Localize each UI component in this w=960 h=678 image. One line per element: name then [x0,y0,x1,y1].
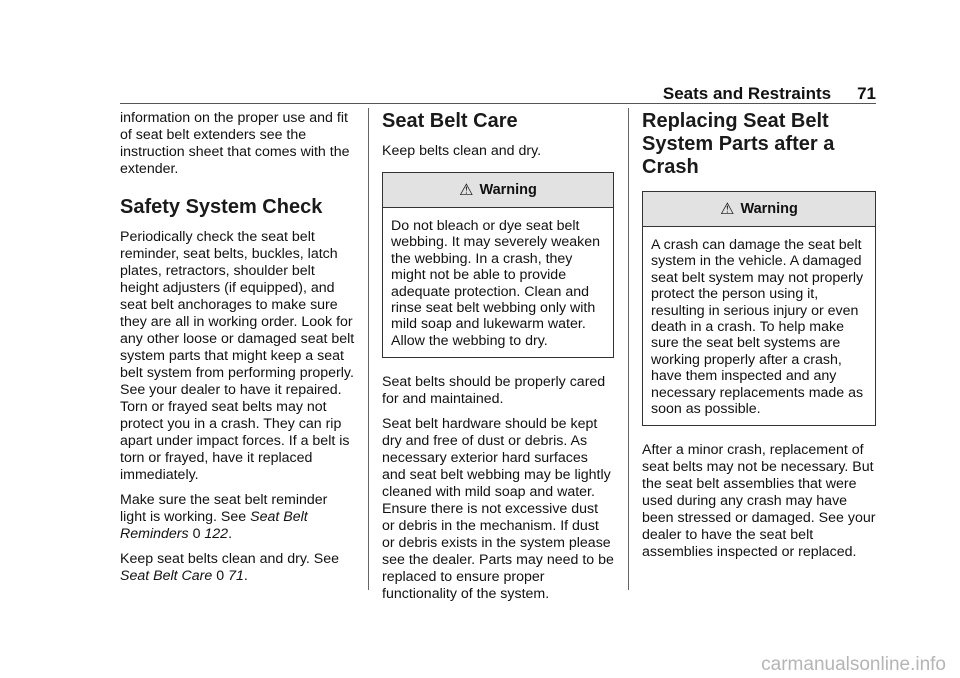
paragraph: Seat belt hardware should be kept dry and free of dust or debris. As necessary exterior hard surfaces and seat belt webbing may be lightly cleaned with mild soap and water. Ensure there is not excessive dust or debris in the mechanism. If dust or debris exists in the system please see the dealer. Parts may need to be replaced to ensure proper functionality of the system. [382,416,614,603]
watermark: carmanualsonline.info [761,654,946,675]
paragraph: Keep seat belts clean and dry. See Seat Belt Care 0 71. [120,551,339,584]
warning-header [643,192,875,227]
heading-safety-system-check: Safety System Check [120,196,323,218]
paragraph: Seat belts should be properly cared for and maintained. [382,374,606,408]
page-ref-icon: 0 [216,568,225,584]
paragraph: After a minor crash, replacement of seat belts may not be necessary. But the seat belt assemblies that were used during any crash may have been stressed or damaged. See your dealer to have the seat belt assemblies inspected or replaced. [642,442,876,561]
warning-triangle-icon: ⚠ [459,181,474,199]
warning-header [383,173,613,208]
warning-title: Warning [479,181,537,198]
warning-box [642,191,876,426]
heading-replacing-parts: Replacing Seat Belt System Parts after a Crash [642,110,835,178]
column-3 [642,110,876,569]
page-ref-icon: 0 [192,526,201,542]
warning-box [382,172,614,358]
cross-reference-link[interactable]: Seat Belt Reminders [120,509,308,542]
warning-triangle-icon: ⚠ [720,200,735,218]
header-rule [120,103,876,104]
column-1 [120,110,356,593]
page-ref-number: 71 [228,568,244,584]
paragraph: Periodically check the seat belt reminder, seat belts, buckles, latch plates, retractors, shoulder belt height adjusters (if equipped), and seat belt anchorages to make sure they are all in working order. Look for any other loose or damaged seat belt system parts that might keep a seat belt system from performing properly. See your dealer to have it repaired. Torn or frayed seat belts may not protect you in a crash. They can rip apart under impact forces. If a belt is torn or frayed, have it replaced immediately. [120,229,355,483]
section-title: Seats and Restraints [662,84,832,103]
warning-text: Do not bleach or dye seat belt webbing. It may severely weaken the webbing. In a crash, they might not be able to provide adequate protection. Clean and rinse seat belt webbing only with mild soap and lukewarm water. Allow the webbing to dry. [391,218,600,349]
heading-seat-belt-care: Seat Belt Care [382,110,518,132]
paragraph: Keep belts clean and dry. [382,143,542,159]
warning-title: Warning [740,200,798,217]
page-number: 71 [857,84,876,103]
column-2 [382,110,614,611]
warning-text: A crash can damage the seat belt system in the vehicle. A damaged seat belt system may not properly protect the person using it, resulting in serious injury or even death in a crash. To help make sure the seat belt systems are working properly after a crash, have them inspected and any necessary replacements made as soon as possible. [651,237,864,418]
page-ref-number: 122 [204,526,229,542]
cross-reference-link[interactable]: Seat Belt Care [120,568,213,584]
column-divider [368,108,369,590]
column-divider [628,108,629,590]
paragraph: information on the proper use and fit of seat belt extenders see the instruction sheet that comes with the extender. [120,110,350,177]
paragraph: Make sure the seat belt reminder light is working. See Seat Belt Reminders 0 122. [120,492,328,542]
